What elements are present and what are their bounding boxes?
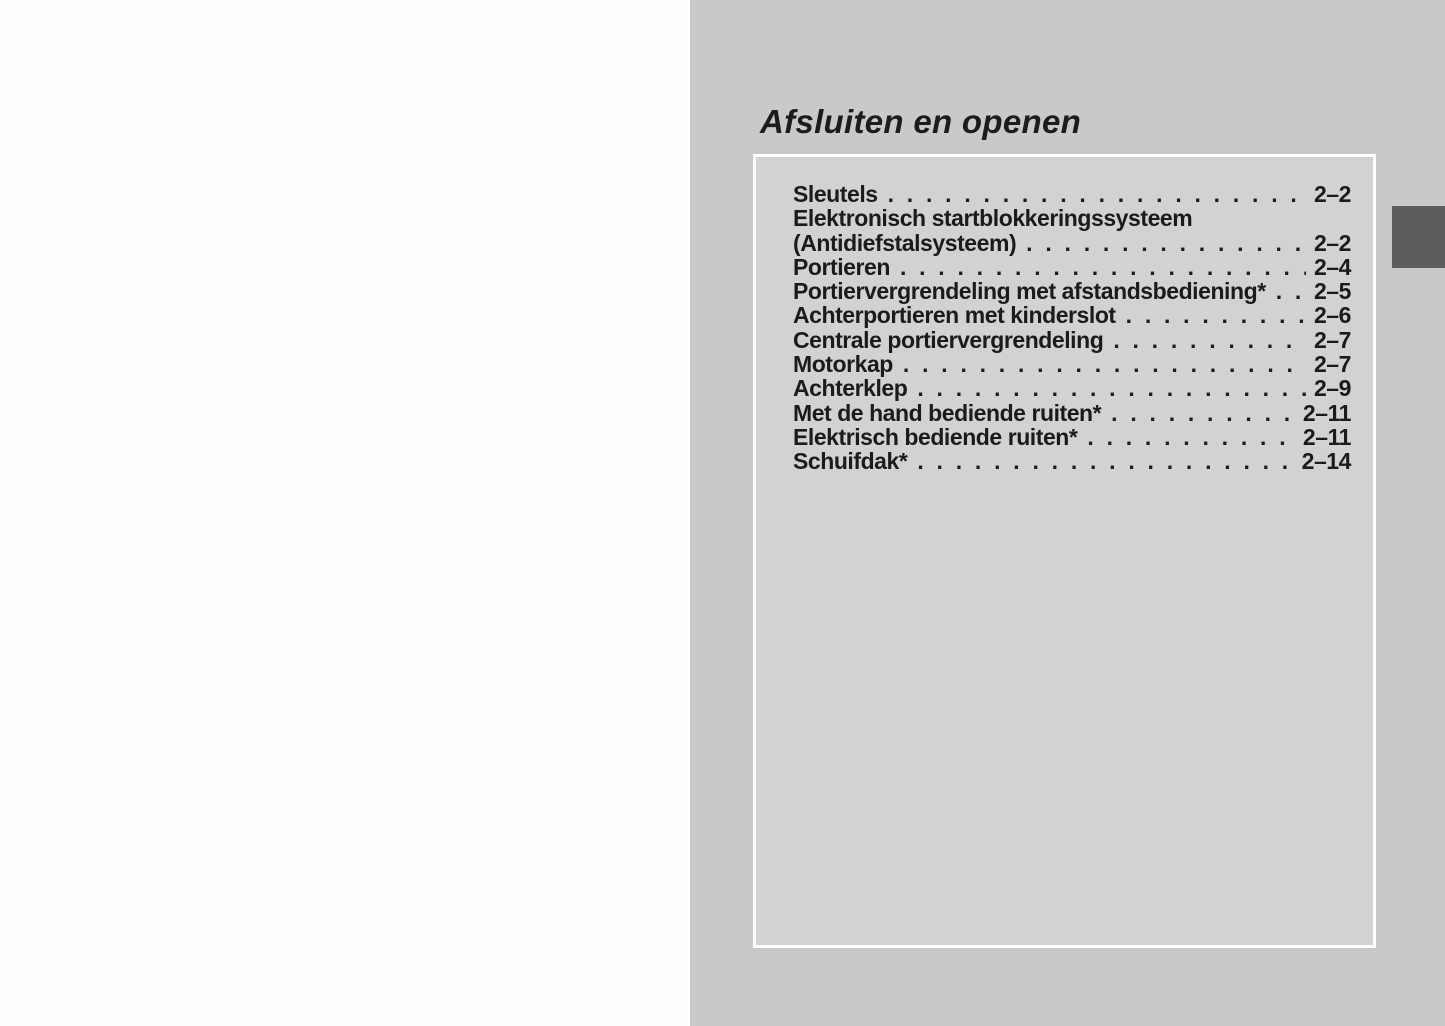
left-blank-page	[0, 0, 690, 1026]
dot-leader	[1026, 231, 1306, 255]
toc-entry-label: Elektronisch startblokkeringssysteem	[793, 205, 1193, 232]
toc-entry-antidiefstalsysteem[interactable]	[793, 231, 1351, 255]
toc-entry-label: Portieren	[793, 253, 890, 280]
toc-entry-centrale-vergrendeling[interactable]	[793, 328, 1351, 352]
toc-entry-portieren[interactable]	[793, 255, 1351, 279]
toc-entry-schuifdak[interactable]	[793, 449, 1351, 473]
toc-entry-label: Achterklep	[793, 375, 908, 402]
toc-entry-kinderslot[interactable]	[793, 303, 1351, 327]
dot-leader	[1126, 303, 1306, 327]
toc-entry-page: 2–9	[1313, 375, 1351, 402]
toc-entry-label: Schuifdak*	[793, 448, 908, 475]
chapter-thumb-tab	[1392, 206, 1445, 268]
toc-entry-label: Sleutels	[793, 181, 878, 207]
toc-entry-page: 2–2	[1313, 229, 1351, 256]
toc-entry-page: 2–5	[1313, 278, 1351, 305]
toc-entry-page: 2–7	[1313, 351, 1351, 378]
toc-entry-afstandsbediening[interactable]	[793, 279, 1351, 303]
table-of-contents	[793, 182, 1351, 474]
toc-entry-label: Elektrisch bediende ruiten*	[793, 423, 1078, 450]
toc-entry-handbediende-ruiten[interactable]	[793, 401, 1351, 425]
toc-entry-label: Centrale portiervergrendeling	[793, 326, 1104, 353]
dot-leader	[903, 352, 1306, 376]
toc-entry-page: 2–2	[1313, 181, 1351, 207]
toc-entry-sleutels[interactable]	[793, 182, 1351, 206]
toc-entry-page: 2–14	[1301, 448, 1351, 475]
dot-leader	[888, 182, 1306, 206]
dot-leader	[917, 449, 1293, 473]
toc-entry-label: Met de hand bediende ruiten*	[793, 399, 1102, 426]
toc-entry-startblokkering[interactable]	[793, 206, 1351, 230]
toc-entry-motorkap[interactable]	[793, 352, 1351, 376]
toc-entry-page: 2–7	[1313, 326, 1351, 353]
table-of-contents-box	[753, 154, 1376, 948]
toc-entry-label: Achterportieren met kinderslot	[793, 302, 1116, 329]
dot-leader	[1276, 279, 1306, 303]
chapter-title: Afsluiten en openen	[760, 103, 1082, 140]
toc-entry-page: 2–11	[1302, 423, 1351, 450]
toc-entry-label: (Antidiefstalsysteem)	[793, 229, 1017, 256]
toc-entry-label: Motorkap	[793, 351, 893, 378]
dot-leader	[917, 376, 1306, 400]
toc-entry-elektrische-ruiten[interactable]	[793, 425, 1351, 449]
dot-leader	[1113, 328, 1306, 352]
dot-leader	[1087, 425, 1295, 449]
toc-entry-achterklep[interactable]	[793, 376, 1351, 400]
dot-leader	[900, 255, 1306, 279]
dot-leader	[1111, 401, 1295, 425]
toc-entry-page: 2–6	[1313, 302, 1351, 329]
toc-entry-label: Portiervergrendeling met afstandsbediening*	[793, 278, 1266, 305]
toc-entry-page: 2–11	[1302, 399, 1351, 426]
toc-entry-page: 2–4	[1313, 253, 1351, 280]
